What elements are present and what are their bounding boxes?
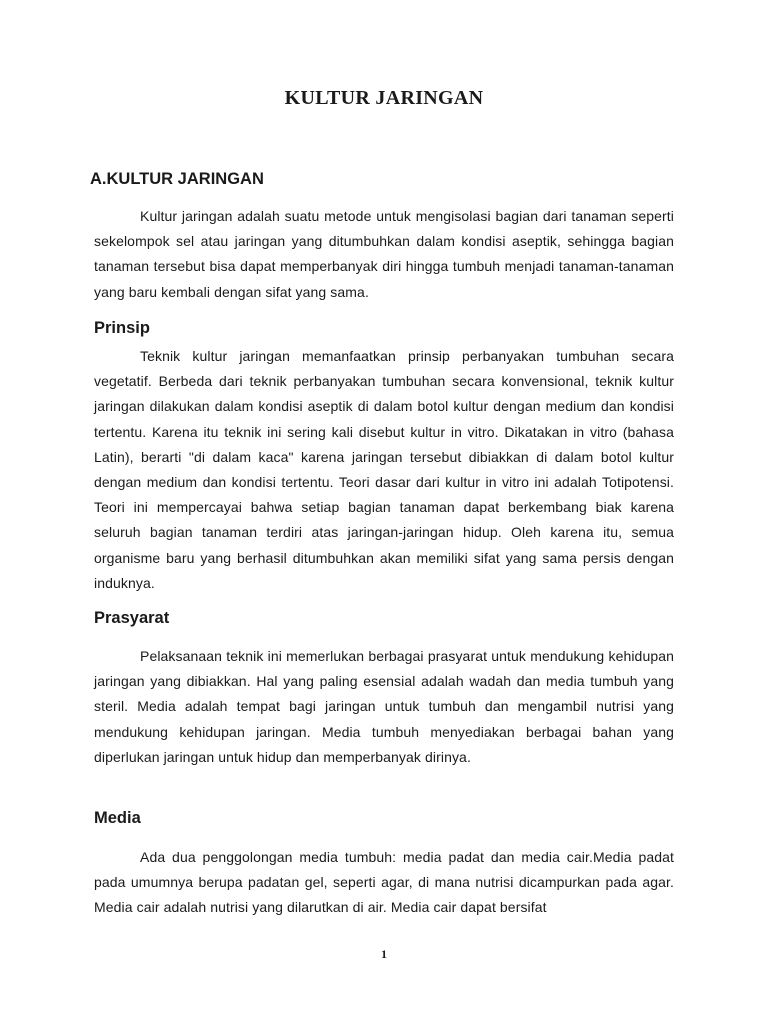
section-heading-kultur-jaringan: A.KULTUR JARINGAN — [90, 170, 264, 188]
paragraph-text: Pelaksanaan teknik ini memerlukan berbagai prasyarat untuk mendukung kehidupan jaringan yang dibiakkan. Hal yang paling esensial adalah wadah dan media tumbuh yang steril. Media adalah tempat bagi jaringan untuk tumbuh dan mengambil nutrisi yang mendukung kehidupan jaringan. Media tumbuh menyediakan berbagai bahan yang diperlukan jaringan untuk hidup dan memperbanyak dirinya. — [94, 648, 674, 765]
paragraph-media — [94, 845, 674, 921]
paragraph-text: Ada dua penggolongan media tumbuh: media padat dan media cair.Media padat pada umumnya berupa padatan gel, seperti agar, di mana nutrisi dicampurkan pada agar. Media cair adalah nutrisi yang dilarutkan di air. Media cair dapat bersifat — [94, 849, 674, 916]
paragraph-text: Kultur jaringan adalah suatu metode untuk mengisolasi bagian dari tanaman seperti sekelompok sel atau jaringan yang ditumbuhkan dalam kondisi aseptik, sehingga bagian tanaman tersebut bisa dapat memperbanyak diri hingga tumbuh menjadi tanaman-tanaman yang baru kembali dengan sifat yang sama. — [94, 208, 674, 300]
section-heading-media: Media — [94, 809, 141, 827]
paragraph-text: Teknik kultur jaringan memanfaatkan prinsip perbanyakan tumbuhan secara vegetatif. Berbeda dari teknik perbanyakan tumbuhan secara konvensional, teknik kultur jaringan dilakukan dalam kondisi aseptik di dalam botol kultur dengan medium dan kondisi tertentu. Karena itu teknik ini sering kali disebut kultur in vitro. Dikatakan in vitro (bahasa Latin), berarti "di dalam kaca" karena jaringan tersebut dibiakkan di dalam botol kultur dengan medium dan kondisi tertentu. Teori dasar dari kultur in vitro ini adalah Totipotensi. Teori ini mempercayai bahwa setiap bagian tanaman dapat berkembang biak karena seluruh bagian tanaman terdiri atas jaringan-jaringan hidup. Oleh karena itu, semua organisme baru yang berhasil ditumbuhkan akan memiliki sifat yang sama persis dengan induknya. — [94, 348, 674, 591]
paragraph-prinsip — [94, 344, 674, 596]
paragraph-prasyarat — [94, 644, 674, 770]
document-title: KULTUR JARINGAN — [284, 87, 484, 109]
page-number: 1 — [381, 947, 387, 961]
section-heading-prinsip: Prinsip — [94, 319, 150, 337]
paragraph-kultur-jaringan — [94, 204, 674, 305]
section-heading-prasyarat: Prasyarat — [94, 609, 170, 627]
